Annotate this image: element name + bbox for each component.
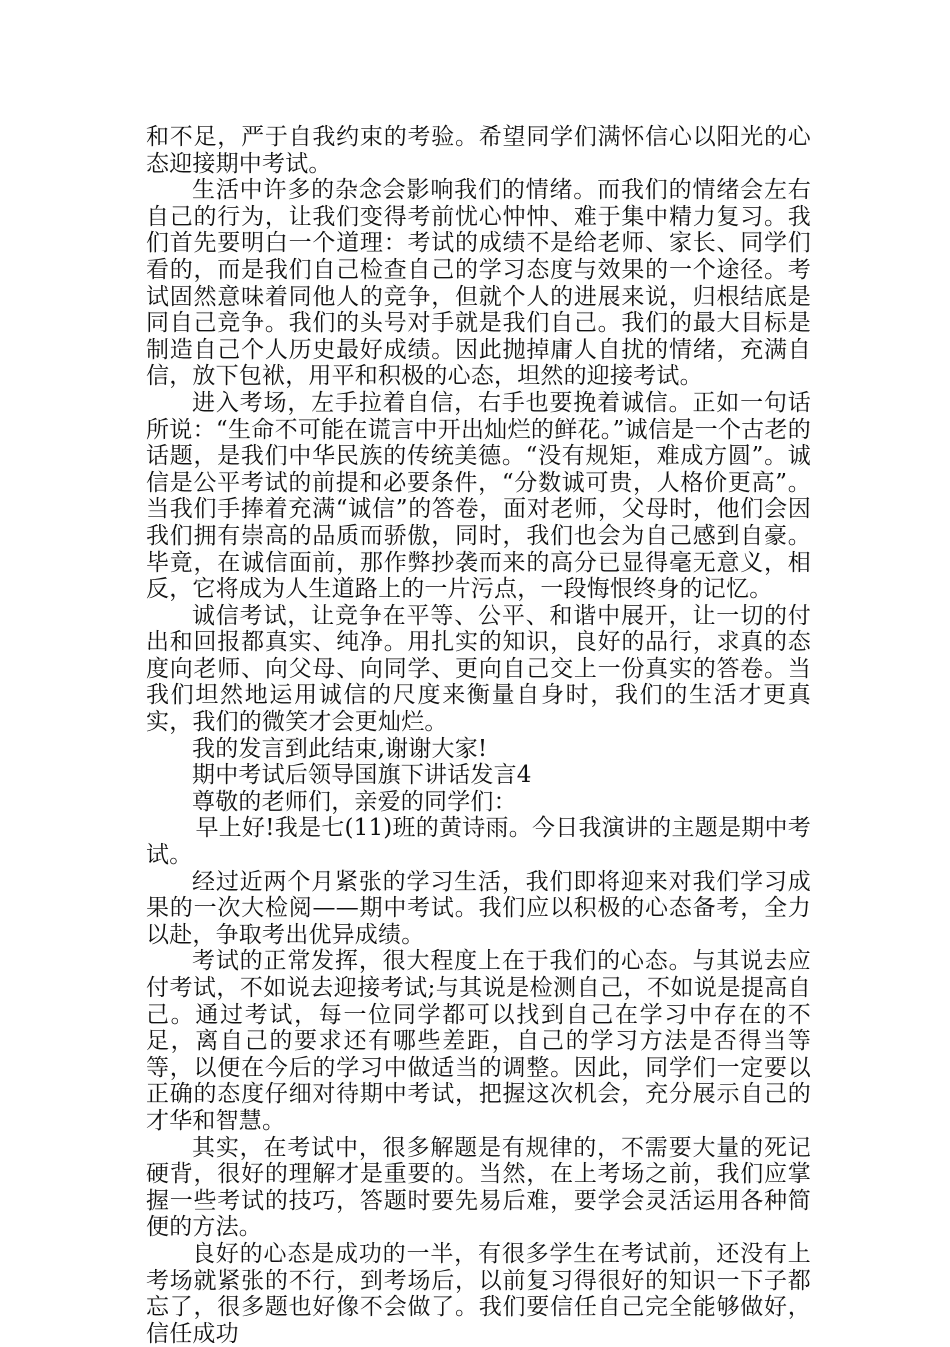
paragraph-10: 考试的正常发挥，很大程度上在于我们的心态。与其说去应付考试，不如说去迎接考试;与其说是检测自己，不如说是提高自己。通过考试，每一位同学都可以找到自己在学习中存在的不足，离自己的要求还有哪些差距，自己的学习方法是否得当等等，以便在今后的学习中做适当的调整。因此，同学们一定要以正确的态度仔细对待期中考试，把握这次机会，充分展示自己的才华和智慧。 — [146, 948, 811, 1134]
speech-heading: 期中考试后领导国旗下讲话发言4 — [192, 762, 532, 789]
paragraph-3: 进入考场，左手拉着自信，右手也要挽着诚信。正如一句话所说：“生命不可能在谎言中开出灿烂的鲜花。”诚信是一个古老的话题，是我们中华民族的传统美德。“没有规矩，难成方圆”。诚信是公平考试的前提和必要条件，“分数诚可贵，人格价更高”。当我们手捧着充满“诚信”的答卷，面对老师，父母时，他们会因我们拥有崇高的品质而骄傲，同时，我们也会为自己感到自豪。毕竟，在诚信面前，那作弊抄袭而来的高分已显得毫无意义，相反，它将成为人生道路上的一片污点，一段悔恨终身的记忆。 — [146, 389, 811, 603]
paragraph-12: 良好的心态是成功的一半，有很多学生在考试前，还没有上考场就紧张的不行，到考场后，以前复习得很好的知识一下子都忘了，很多题也好像不会做了。我们要信任自己完全能够做好，信任成功 — [146, 1240, 811, 1347]
paragraph-11: 其实，在考试中，很多解题是有规律的，不需要大量的死记硬背，很好的理解才是重要的。当然，在上考场之前，我们应掌握一些考试的技巧，答题时要先易后难，要学会灵活运用各种简便的方法。 — [146, 1134, 811, 1241]
document-body — [146, 124, 811, 1347]
salutation: 尊敬的老师们，亲爱的同学们： — [192, 788, 517, 815]
greeting-paragraph: 早上好!我是七(11)班的黄诗雨。今日我演讲的主题是期中考试。 — [146, 815, 811, 869]
paragraph-1: 和不足，严于自我约束的考验。希望同学们满怀信心以阳光的心态迎接期中考试。 — [146, 124, 811, 177]
paragraph-2: 生活中许多的杂念会影响我们的情绪。而我们的情绪会左右自己的行为，让我们变得考前忧心忡忡、难于集中精力复习。我们首先要明白一个道理：考试的成绩不是给老师、家长、同学们看的，而是我们自己检查自己的学习态度与效果的一个途径。考试固然意味着同他人的竞争，但就个人的进展来说，归根结底是同自己竞争。我们的头号对手就是我们自己。我们的最大目标是制造自己个人历史最好成绩。因此抛掉庸人自扰的情绪，充满自信，放下包袱，用平和积极的心态，坦然的迎接考试。 — [146, 177, 811, 390]
closing-line: 我的发言到此结束,谢谢大家! — [192, 735, 488, 762]
paragraph-9: 经过近两个月紧张的学习生活，我们即将迎来对我们学习成果的一次大检阅——期中考试。我们应以积极的心态备考，全力以赴，争取考出优异成绩。 — [146, 868, 811, 948]
paragraph-4: 诚信考试，让竞争在平等、公平、和谐中展开，让一切的付出和回报都真实、纯净。用扎实的知识，良好的品行，求真的态度向老师、向父母、向同学、更向自己交上一份真实的答卷。当我们坦然地运用诚信的尺度来衡量自身时，我们的生活才更真实，我们的微笑才会更灿烂。 — [146, 602, 811, 736]
